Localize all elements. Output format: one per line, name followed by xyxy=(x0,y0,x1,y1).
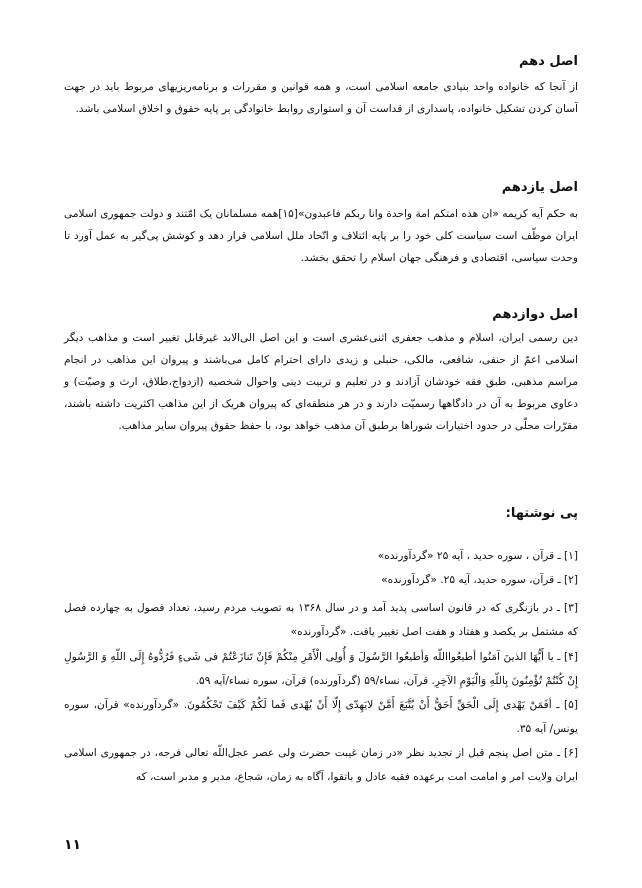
section-body-11: به حکم آیه کریمه «ان هذه امتکم امة واحدة وانا ربکم فاعبدون»[۱۵]همه مسلمانان یک امّتند و دولت جمهوری اسلامی ایران موظّف است سیاست کلی خود را بر پایه ائتلاف و اتّحاد ملل اسلامی قرار دهد و کوشش پی‌گیر به عمل آورد تا وحدت سیاسی، اقتصادی و فرهنگی جهان اسلام را تحقق بخشد. xyxy=(64,208,579,264)
footnote-2: [۲] ـ قرآن، سوره حدید، آیه ۲۵. «گردآورنده» xyxy=(381,574,578,586)
section-heading-10: اصل دهم xyxy=(518,54,578,69)
page-number: ۱۱ xyxy=(64,837,82,853)
section-heading-11: اصل یازدهم xyxy=(501,180,578,195)
footnote-6: [۶] ـ متن اصل پنجم قبل از تجدید نظر «در زمان غیبت حضرت ولی عصر عجل‌اللّه تعالی فرجه، در جمهوری اسلامی ایران ولایت امر و امامت امت برعهده فقیه عادل و باتقوا، آگاه به زمان، شجاع، مدیر و مدبر است، که xyxy=(64,747,578,783)
footnote-5: [۵] ـ أفَمَنْ یَهْدی إِلَی الْحَقِّ أَحَقُّ أَنْ یُتَّبَعَ أَمَّنْ لایَهِدّی إِلّا أَنْ یُهْدی فَما لَکُمْ کَیْفَ تَحْکُمُونَ. «گردآورنده» قرآن، سوره یونس/ آیه ۳۵. xyxy=(64,699,578,735)
footnotes-heading: پی نوشتها: xyxy=(505,506,578,521)
footnote-1: [۱] ـ قرآن ، سوره حدید ، آیه ۲۵ «گردآورنده» xyxy=(377,550,578,562)
footnote-4: [۴] ـ یا أَیُّهَا الذینَ آمَنُوا أطیعُوااللّه وَأطیعُوا الرَّسُولَ وَ أُولِی الْأَمْرِ مِنْکُمْ فَإِنْ تَنازَعْتُمْ فی شَیءٍ فَرُدُّوهُ إِلَی اللّهِ وَ الرَّسُولِ إِنْ کُنْتُمْ تُؤْمِنُونَ بِاللّهِ وَالْیَوْمِ الآخِرِ. قرآن، نساء/۵۹ (گردآورنده) قرآن، سوره نساء/آیه ۵۹. xyxy=(64,651,578,687)
section-body-10: از آنجا که خانواده واحد بنیادی جامعه اسلامی است، و همه قوانین و مقررات و برنامه‌ریزیهای مربوط باید در جهت آسان کردن تشکیل خانواده، پاسداری از قداست آن و استواری روابط خانوادگی بر پایه حقوق و اخلاق اسلامی باشد. xyxy=(64,81,578,115)
section-heading-12: اصل دوازدهم xyxy=(492,307,578,322)
section-body-12: دین رسمی ایران، اسلام و مذهب جعفری اثنی‌عشری است و این اصل الی‌الابد غیرقابل تغییر است و مذاهب دیگر اسلامی اعمّ از حنفی، شافعی، مالکی، حنبلی و زیدی دارای احترام کامل می‌باشند و پیروان این مذاهب در انجام مراسم مذهبی، طبق فقه خودشان آزادند و در تعلیم و تربیت دینی واحوال شخصیه (ازدواج،طلاق، ارث و وصیّت) و دعاوی مربوط به آن در دادگاهها رسمیّت دارند و در هر منطقه‌ای که پیروان هریک از این مذاهب اکثریت داشته باشند، مقرّرات محلّی در حدود اختیارات شوراها برطبق آن مذهب خواهد بود، با حفظ حقوق پیروان سایر مذاهب. xyxy=(64,332,578,432)
document-page xyxy=(64,0,578,888)
footnote-3: [۳] ـ در بازنگری که در قانون اساسی پدید آمد و در سال ۱۳۶۸ به تصویب مردم رسید، تعداد فصول به چهارده فصل که مشتمل بر یکصد و هفتاد و هفت اصل تغییر یافت. «گردآورنده» xyxy=(64,602,579,638)
